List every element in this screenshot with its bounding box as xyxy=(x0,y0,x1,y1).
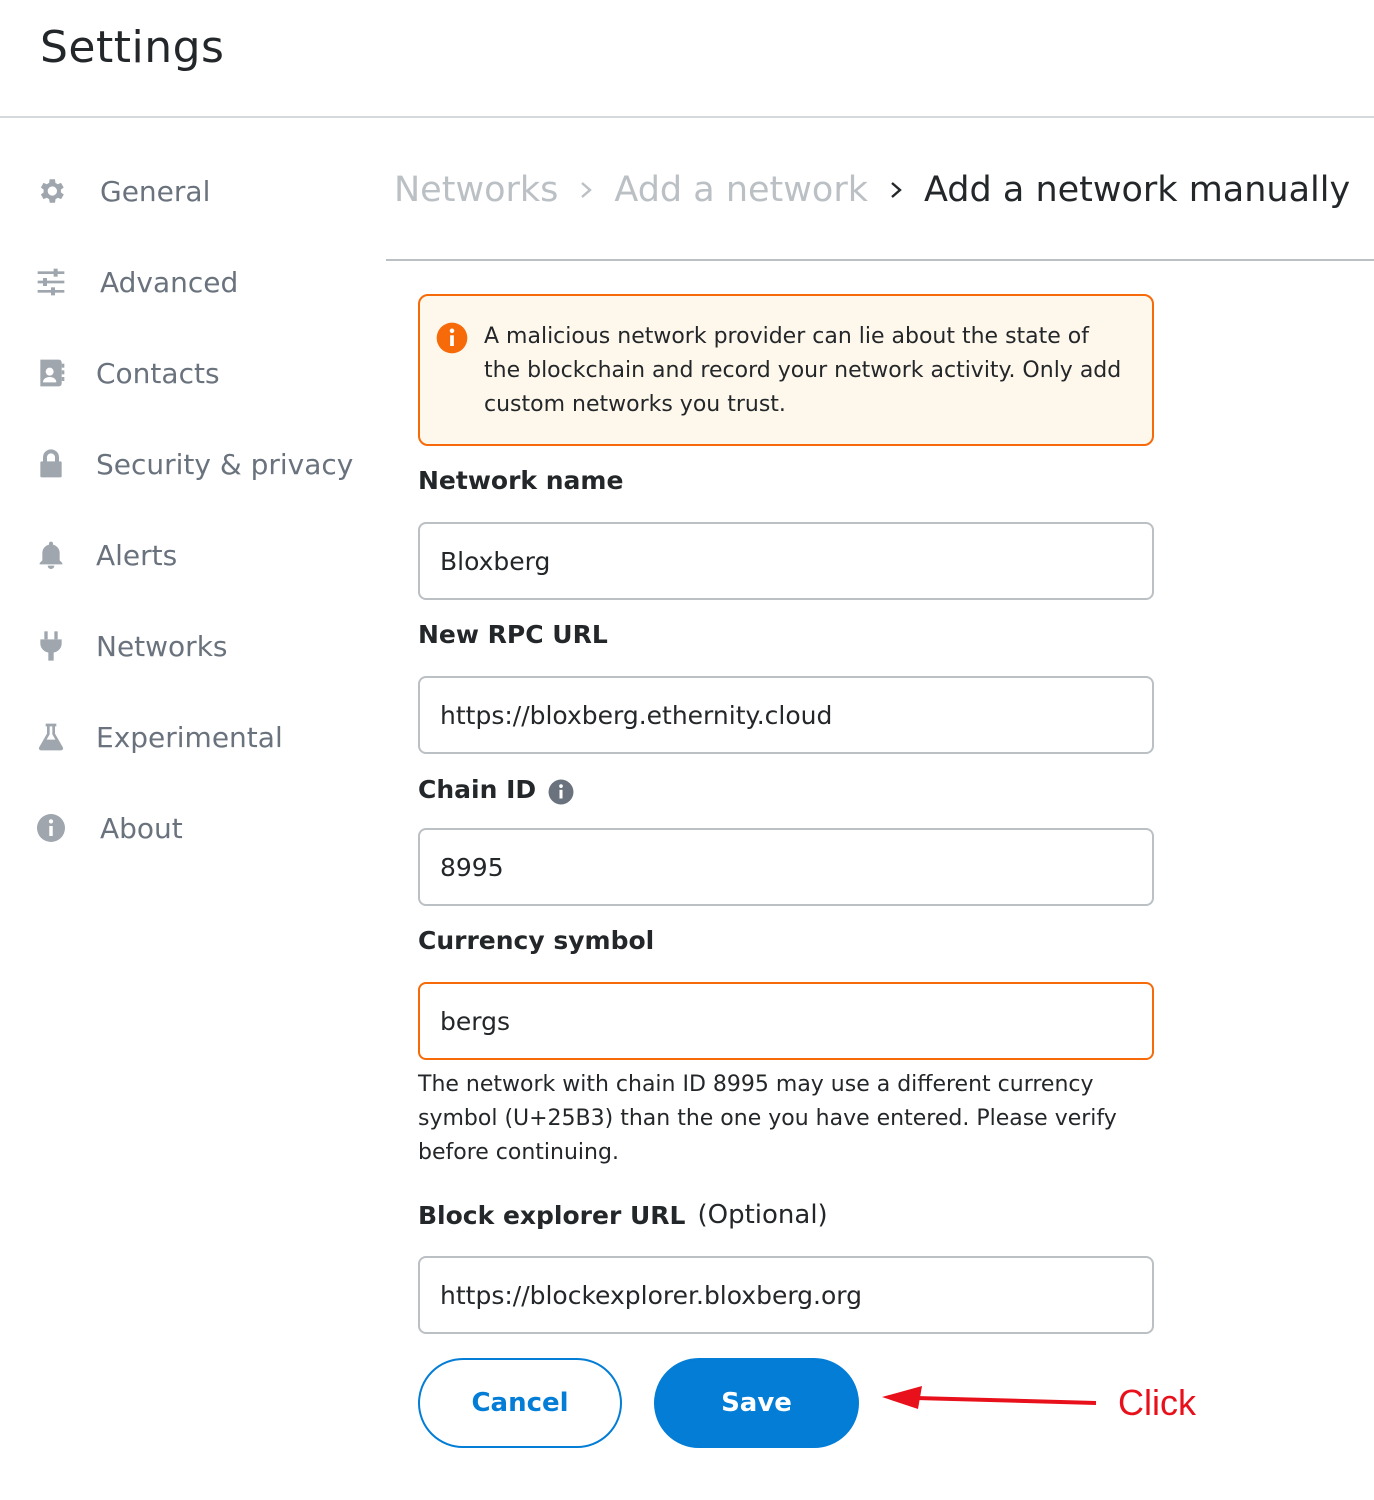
sidebar-item-label: Contacts xyxy=(96,356,220,390)
rpc-url-label-text: New RPC URL xyxy=(418,620,608,649)
chevron-right-icon xyxy=(882,176,910,204)
plug-icon xyxy=(34,629,68,663)
info-circle-icon xyxy=(34,811,68,845)
chain-id-label-text: Chain ID xyxy=(418,774,537,804)
block-explorer-label-text: Block explorer URL xyxy=(418,1200,686,1230)
network-name-input[interactable] xyxy=(418,522,1154,600)
sidebar-item-security[interactable] xyxy=(34,439,374,489)
rpc-url-input[interactable] xyxy=(418,676,1154,754)
currency-symbol-input[interactable] xyxy=(418,982,1154,1060)
currency-symbol-label xyxy=(418,926,654,955)
rpc-url-label xyxy=(418,620,608,649)
gear-icon xyxy=(34,174,68,208)
chevron-right-icon xyxy=(572,176,600,204)
currency-symbol-label-text: Currency symbol xyxy=(418,926,655,955)
settings-sidebar xyxy=(0,118,386,1500)
cancel-button[interactable]: Cancel xyxy=(418,1358,622,1448)
bell-icon xyxy=(34,538,68,572)
breadcrumb xyxy=(394,168,1350,212)
chain-id-label xyxy=(418,773,574,805)
sidebar-item-label: Security & privacy xyxy=(96,447,354,481)
sidebar-item-networks[interactable] xyxy=(34,621,374,671)
sidebar-item-label: General xyxy=(100,174,211,208)
sidebar-item-label: Experimental xyxy=(96,720,283,754)
warning-banner xyxy=(418,294,1154,446)
divider xyxy=(386,259,1374,261)
sidebar-item-experimental[interactable] xyxy=(34,712,374,762)
page-title: Settings xyxy=(40,22,225,73)
sidebar-item-general[interactable] xyxy=(34,166,374,216)
sliders-icon xyxy=(34,265,68,299)
sidebar-item-label: Advanced xyxy=(100,265,239,299)
network-name-label xyxy=(418,466,623,495)
chain-id-input[interactable] xyxy=(418,828,1154,906)
sidebar-item-advanced[interactable] xyxy=(34,257,374,307)
currency-symbol-warning: The network with chain ID 8995 may use a different currency symbol (U+25B3) than the one you have entered. Please verify before continuing. xyxy=(418,1072,1117,1165)
annotation-arrow-icon xyxy=(876,1382,1098,1422)
sidebar-item-label: Networks xyxy=(96,629,228,663)
save-button[interactable]: Save xyxy=(654,1358,859,1448)
sidebar-item-alerts[interactable] xyxy=(34,530,374,580)
block-explorer-label xyxy=(418,1200,828,1230)
warning-info-icon xyxy=(436,322,468,354)
breadcrumb-current: Add a network manually xyxy=(923,170,1351,210)
sidebar-item-contacts[interactable] xyxy=(34,348,374,398)
sidebar-item-label: Alerts xyxy=(96,538,178,572)
annotation-click-label: Click xyxy=(1118,1382,1196,1423)
settings-header xyxy=(0,0,1374,118)
contact-book-icon xyxy=(34,356,68,390)
optional-tag: (Optional) xyxy=(697,1200,828,1230)
network-name-label-text: Network name xyxy=(418,466,624,495)
sidebar-item-about[interactable] xyxy=(34,803,374,853)
lock-icon xyxy=(34,447,68,481)
breadcrumb-networks[interactable]: Networks xyxy=(394,170,559,210)
block-explorer-input[interactable] xyxy=(418,1256,1154,1334)
flask-icon xyxy=(34,720,68,754)
info-icon[interactable] xyxy=(548,779,574,805)
breadcrumb-add-network[interactable]: Add a network xyxy=(614,170,868,210)
warning-text: A malicious network provider can lie about the state of the blockchain and record your network activity. Only add custom networks you trust. xyxy=(484,324,1122,417)
main-content xyxy=(386,118,1374,1500)
sidebar-item-label: About xyxy=(100,811,183,845)
